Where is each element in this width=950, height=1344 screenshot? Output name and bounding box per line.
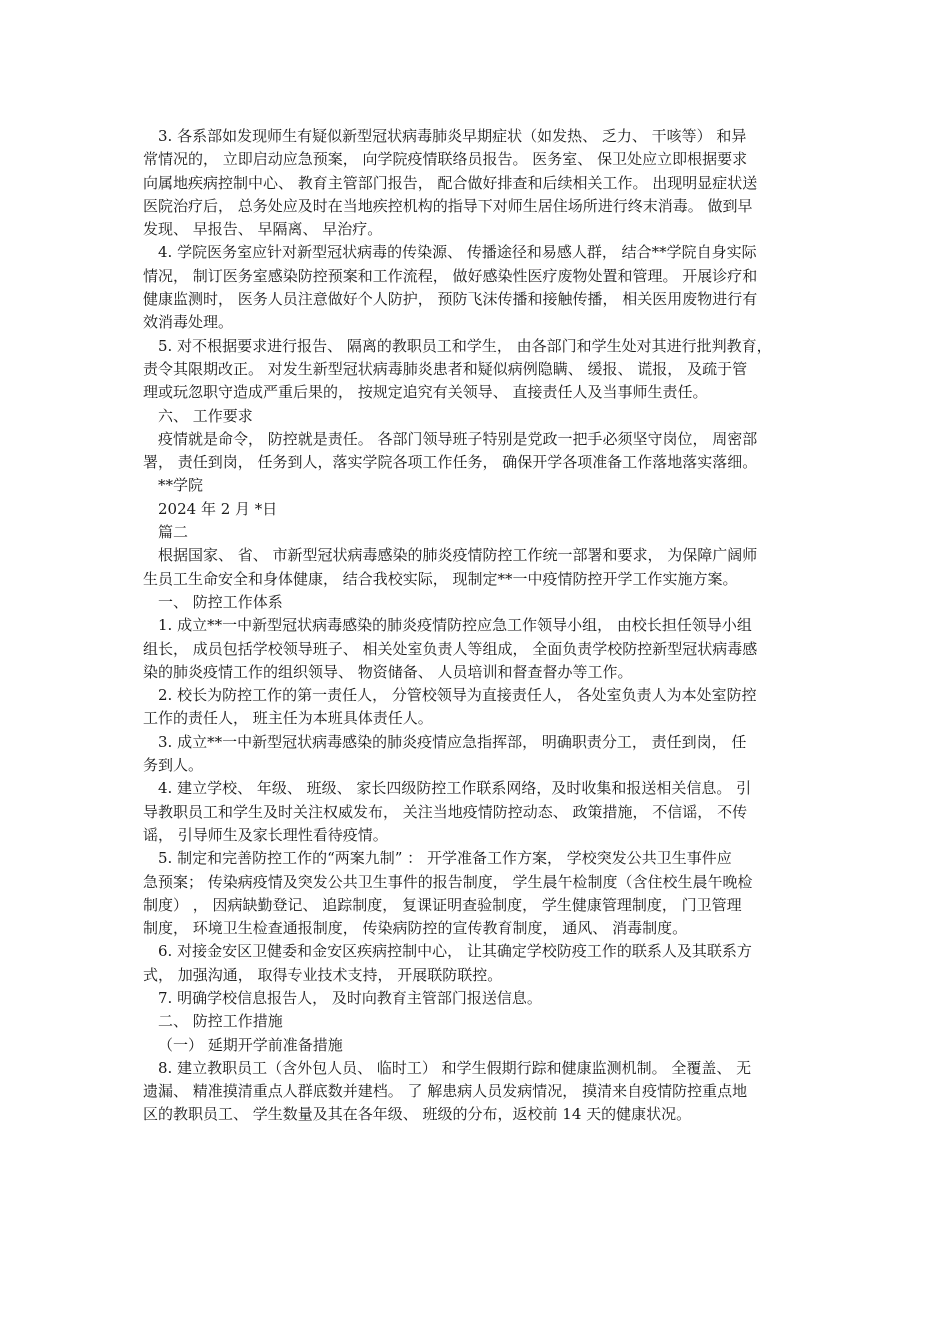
text-line: 医院治疗后， 总务处应及时在当地疾控机构的指导下对师生居住场所进行终末消毒。 做到早 <box>143 196 753 215</box>
text-line: 染的肺炎疫情工作的组织领导、 物资储备、 人员培训和督查督办等工作。 <box>143 662 633 681</box>
text-line: 制度， 环境卫生检查通报制度， 传染病防控的宣传教育制度， 通风、 消毒制度。 <box>143 919 688 938</box>
text-line: 六、 工作要求 <box>158 406 253 425</box>
text-line: 6. 对接金安区卫健委和金安区疾病控制中心， 让其确定学校防疫工作的联系人及其联系方 <box>158 942 752 961</box>
text-line: 急预案； 传染病疫情及突发公共卫生事件的报告制度， 学生晨午检制度（含住校生晨午晚检 <box>143 872 753 891</box>
text-line: 署， 责任到岗， 任务到人，落实学院各项工作任务， 确保开学各项准备工作落地落实落细。 <box>143 453 758 472</box>
text-line: 2. 校长为防控工作的第一责任人， 分管校领导为直接责任人， 各处室负责人为本处室防控 <box>158 686 757 705</box>
text-line: 务到人。 <box>143 756 204 775</box>
text-line: 常情况的， 立即启动应急预案， 向学院疫情联络员报告。 医务室、 保卫处应立即根据要求 <box>143 150 748 169</box>
text-line: 根据国家、 省、 市新型冠状病毒感染的肺炎疫情防控工作统一部署和要求， 为保障广阔师 <box>158 546 758 565</box>
text-line: 5. 对不根据要求进行报告、 隔离的教职员工和学生， 由各部门和学生处对其进行批判教育， <box>158 336 772 355</box>
text-line: 遗漏、 精准摸清重点人群底数并建档。 了 解患病人员发病情况， 摸清来自疫情防控重点地 <box>143 1082 748 1101</box>
text-line: 1. 成立**一中新型冠状病毒感染的肺炎疫情防控应急工作领导小组， 由校长担任领导小组 <box>158 616 752 635</box>
text-line: 健康监测时， 医务人员注意做好个人防护， 预防飞沫传播和接触传播， 相关医用废物进行有 <box>143 290 758 309</box>
text-line: **学院 <box>158 476 204 495</box>
text-line: 组长， 成员包括学校领导班子、 相关处室负责人等组成， 全面负责学校防控新型冠状病毒感 <box>143 639 758 658</box>
text-line: 篇二 <box>158 523 189 542</box>
document-body <box>143 125 813 1127</box>
text-line: 理或玩忽职守造成严重后果的， 按规定追究有关领导、 直接责任人及当事师生责任。 <box>143 383 708 402</box>
text-line: 向属地疾病控制中心、 教育主管部门报告， 配合做好排查和后续相关工作。 出现明显症状送 <box>143 173 758 192</box>
text-line: 导教职员工和学生及时关注权威发布， 关注当地疫情防控动态、 政策措施， 不信谣， 不传 <box>143 802 748 821</box>
text-line: （一） 延期开学前准备措施 <box>158 1035 343 1054</box>
text-line: 4. 建立学校、 年级、 班级、 家长四级防控工作联系网络，及时收集和报送相关信息。 引 <box>158 779 752 798</box>
text-line: 7. 明确学校信息报告人， 及时向教育主管部门报送信息。 <box>158 988 542 1007</box>
text-line: 4. 学院医务室应针对新型冠状病毒的传染源、 传播途径和易感人群， 结合**学院自身实际 <box>158 243 757 262</box>
text-line: 效消毒处理。 <box>143 313 234 332</box>
text-line: 式， 加强沟通， 取得专业技术支持， 开展联防联控。 <box>143 965 503 984</box>
text-line: 3. 各系部如发现师生有疑似新型冠状病毒肺炎早期症状（如发热、 乏力、 干咳等） 和异 <box>158 127 747 145</box>
text-line: 疫情就是命令， 防控就是责任。 各部门领导班子特别是党政一把手必须坚守岗位， 周密部 <box>158 429 758 448</box>
text-line: 制度） ， 因病缺勤登记、 追踪制度， 复课证明查验制度， 学生健康管理制度， 门卫管理 <box>143 895 742 914</box>
text-line: 8. 建立教职员工（含外包人员、 临时工） 和学生假期行踪和健康监测机制。 全覆盖、 无 <box>158 1058 752 1077</box>
text-line: 一、 防控工作体系 <box>158 592 283 611</box>
text-line: 3. 成立**一中新型冠状病毒感染的肺炎疫情应急指挥部， 明确职责分工， 责任到岗， 任 <box>158 732 747 751</box>
text-line: 情况， 制订医务室感染防控预案和工作流程， 做好感染性医疗废物处置和管理。 开展诊疗和 <box>143 266 758 285</box>
text-line: 责令其限期改正。 对发生新型冠状病毒肺炎患者和疑似病例隐瞒、 缓报、 谎报， 及疏于管 <box>143 359 748 378</box>
text-line: 工作的责任人， 班主任为本班具体责任人。 <box>143 709 433 728</box>
text-line: 5. 制定和完善防控工作的“两案九制” ： 开学准备工作方案， 学校突发公共卫生事件应 <box>158 849 732 868</box>
text-line: 生员工生命安全和身体健康， 结合我校实际， 现制定**一中疫情防控开学工作实施方案。 <box>143 569 738 588</box>
text-line: 发现、 早报告、 早隔离、 早治疗。 <box>143 220 383 239</box>
text-line: 二、 防控工作措施 <box>158 1012 283 1031</box>
text-line: 谣， 引导师生及家长理性看待疫情。 <box>143 825 388 844</box>
text-line: 区的教职员工、 学生数量及其在各年级、 班级的分布，返校前 14 天的健康状况。 <box>143 1105 692 1124</box>
text-line: 2024 年 2 月 *日 <box>158 499 278 518</box>
